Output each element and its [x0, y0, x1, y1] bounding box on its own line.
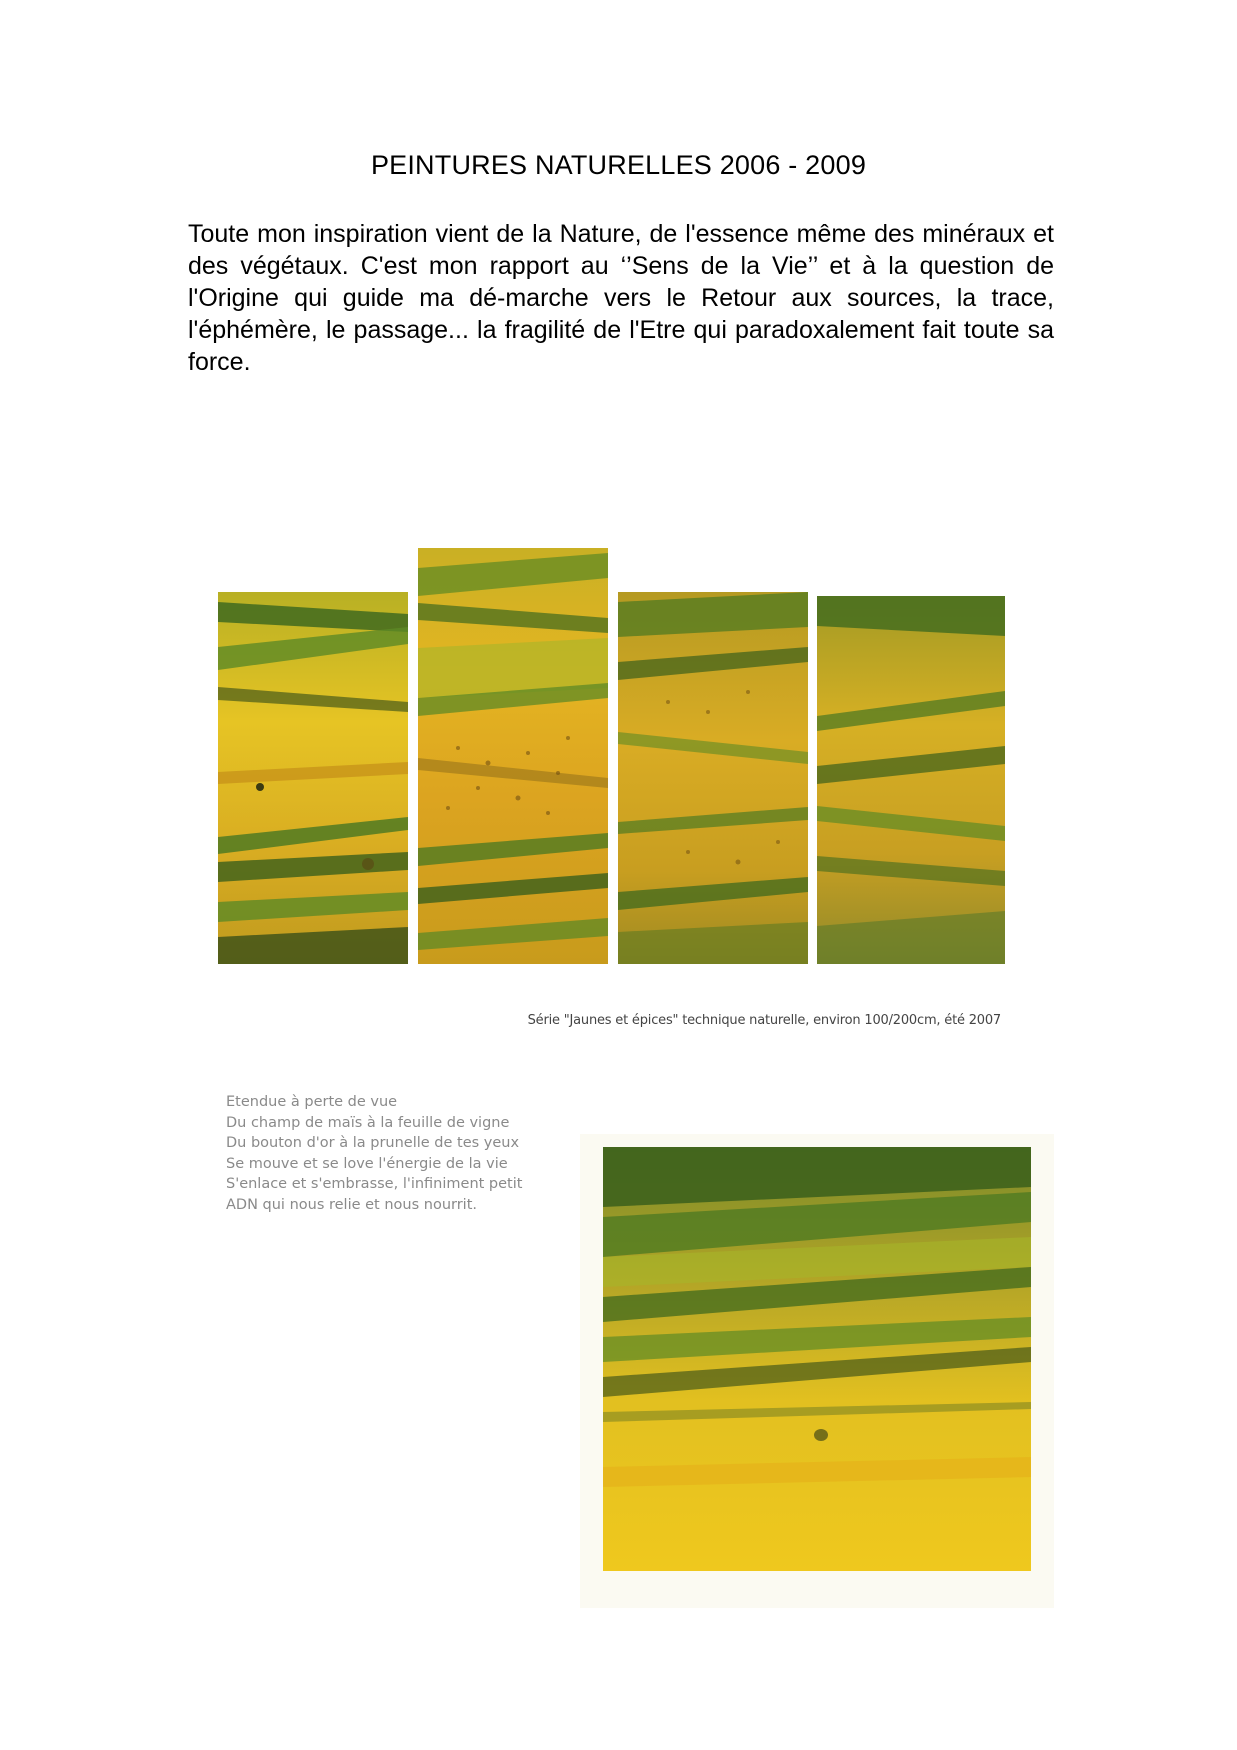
- painting-panel-4: [817, 596, 1005, 964]
- page-title: PEINTURES NATURELLES 2006 - 2009: [370, 150, 867, 180]
- poem-line: Se mouve et se love l'énergie de la vie: [226, 1155, 508, 1172]
- painting-panel-2: [418, 548, 608, 964]
- intro-paragraph: Toute mon inspiration vient de la Nature, de l'essence même des minéraux et des végétaux. C'est mon rapport au ‘’Sens de la Vie’’ et à la question de l'Origine qui guide ma dé-marche vers le Retour aux sources, la trace, l'éphémère, le passage... la fragilité de l'Etre qui paradoxalement fait toute sa force.: [188, 220, 1054, 376]
- poem-line: Du champ de maïs à la feuille de vigne: [226, 1114, 510, 1131]
- poem-line: Du bouton d'or à la prunelle de tes yeux: [226, 1135, 520, 1151]
- poem-line: ADN qui nous relie et nous nourrit.: [226, 1196, 478, 1213]
- series-caption: Série "Jaunes et épices" technique naturelle, environ 100/200cm, été 2007: [527, 1013, 1001, 1028]
- poem: [226, 1092, 586, 1215]
- poem-line: S'enlace et s'embrasse, l'infiniment petit: [226, 1176, 523, 1192]
- painting-square: [603, 1147, 1031, 1571]
- poem-line: Etendue à perte de vue: [226, 1094, 398, 1110]
- painting-panel-1: [218, 592, 408, 964]
- painting-panel-3: [618, 592, 808, 964]
